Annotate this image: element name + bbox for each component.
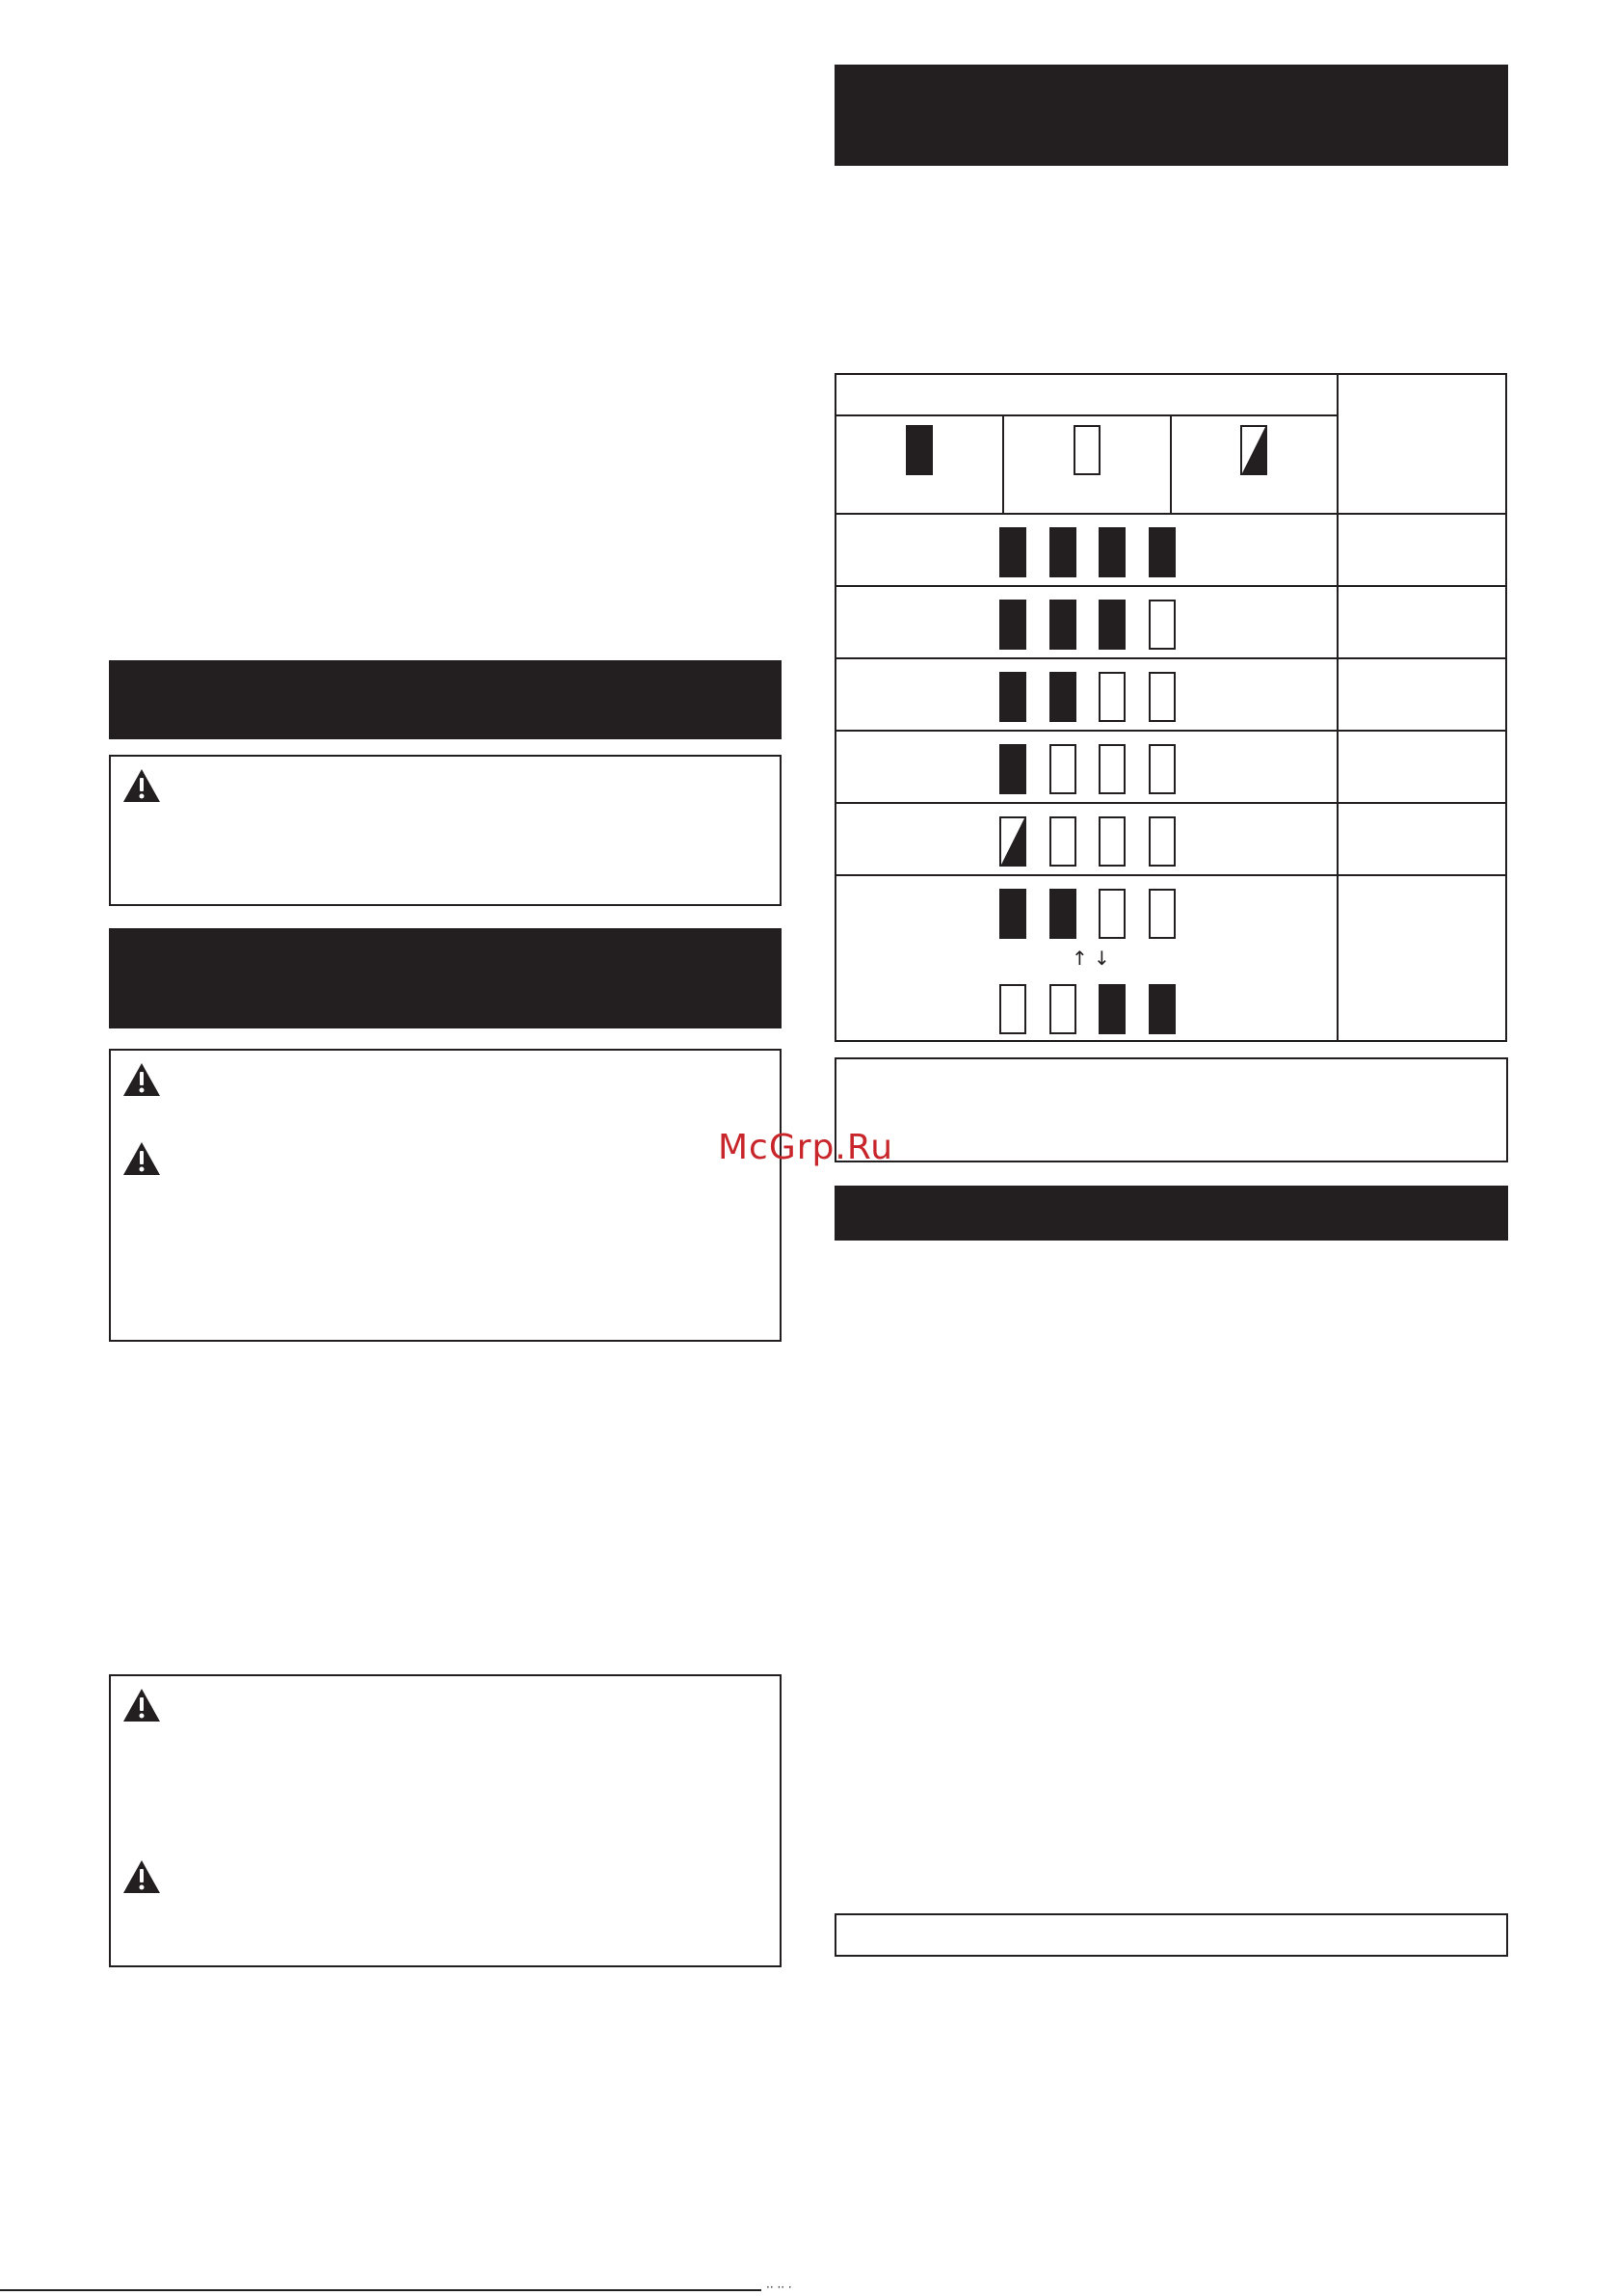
indicator-lamp xyxy=(1149,816,1176,867)
warning-box-3 xyxy=(109,1674,782,1967)
indicator-lamp xyxy=(1099,816,1126,867)
indicator-lamp xyxy=(1099,889,1126,939)
indicator-lamp-alt xyxy=(1099,984,1126,1034)
indicator-lamp-alt xyxy=(1049,984,1076,1034)
indicator-lamp xyxy=(1149,889,1176,939)
legend-blinking-lamp xyxy=(1240,425,1267,475)
note-box xyxy=(835,1057,1508,1162)
note-box-small xyxy=(835,1913,1508,1957)
legend-lighted-lamp xyxy=(906,425,933,475)
indicator-lamp xyxy=(999,672,1026,722)
warning-triangle-icon xyxy=(122,1062,161,1097)
indicator-lamp xyxy=(999,527,1026,577)
section-heading-bar-2 xyxy=(109,928,782,1028)
warning-triangle-icon xyxy=(122,1859,161,1894)
footer-text: ·· ·· · xyxy=(766,2281,792,2294)
indicator-lamp xyxy=(1149,600,1176,650)
warning-box-1 xyxy=(109,755,782,906)
indicator-lamp xyxy=(1149,672,1176,722)
battery-indicator-table xyxy=(835,373,1507,1042)
footer-rule xyxy=(0,2289,761,2291)
indicator-lamp xyxy=(1099,672,1126,722)
indicator-lamp xyxy=(1049,744,1076,794)
warning-triangle-icon xyxy=(122,1688,161,1722)
indicator-lamp xyxy=(1149,527,1176,577)
indicator-lamp xyxy=(1049,600,1076,650)
indicator-lamp xyxy=(999,600,1026,650)
indicator-lamp xyxy=(1049,889,1076,939)
indicator-lamp-alt xyxy=(1149,984,1176,1034)
legend-off-lamp xyxy=(1074,425,1101,475)
indicator-lamp xyxy=(1099,527,1126,577)
up-arrow-icon: ↑ xyxy=(1072,947,1088,970)
indicator-lamp xyxy=(1099,744,1126,794)
indicator-lamp xyxy=(1049,527,1076,577)
warning-triangle-icon xyxy=(122,768,161,803)
indicator-lamp xyxy=(1049,816,1076,867)
section-heading-bar-top xyxy=(835,65,1508,166)
indicator-lamp xyxy=(999,816,1026,867)
indicator-lamp xyxy=(1049,672,1076,722)
indicator-lamp xyxy=(1149,744,1176,794)
section-heading-bar-right xyxy=(835,1186,1508,1241)
watermark-text: McGrp.Ru xyxy=(718,1128,894,1167)
down-arrow-icon: ↓ xyxy=(1094,947,1110,970)
indicator-lamp xyxy=(999,744,1026,794)
indicator-lamp-alt xyxy=(999,984,1026,1034)
indicator-lamp xyxy=(999,889,1026,939)
indicator-lamp xyxy=(1099,600,1126,650)
section-heading-bar-1 xyxy=(109,660,782,739)
warning-triangle-icon xyxy=(122,1141,161,1176)
warning-box-2 xyxy=(109,1049,782,1342)
